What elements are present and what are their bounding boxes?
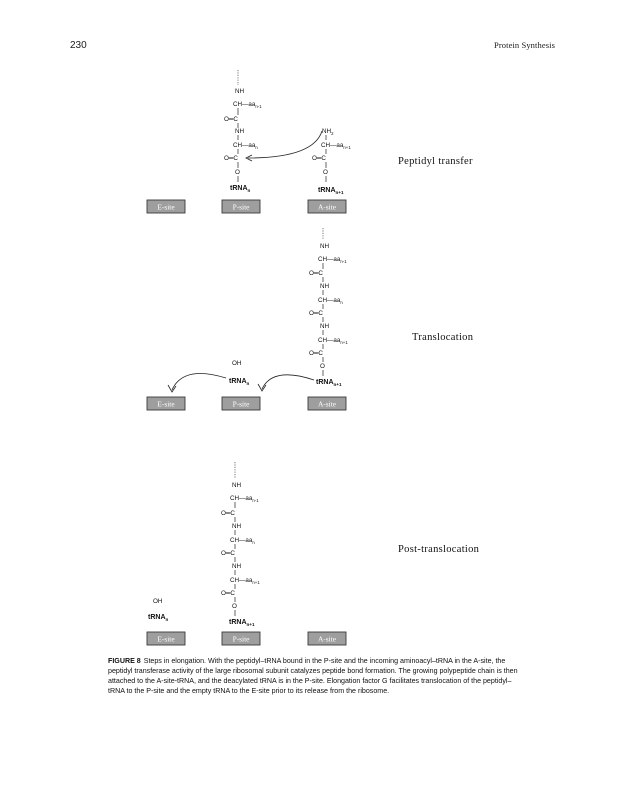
panel-peptidyl-transfer xyxy=(147,70,473,213)
page-number: 230 xyxy=(70,40,87,51)
a-site-label: A-site xyxy=(317,202,337,212)
trna-p-label: tRNA$_n$ xyxy=(229,378,250,386)
caption-text: Steps in elongation. With the peptidyl–tRNA bound in the P-site and the incoming aminoacyl–tRNA in the A-site, the peptidyl transferase activity of the large ribosomal subunit catalyzes peptide bond formation. The growing polypeptide chain is then attached to the A-site-tRNA, and the deacylated tRNA is in the P-site. Elongation factor G facilitates translocation of the peptidyl–tRNA to the P-site and the empty tRNA to the E-site prior to its release from the ribosome. xyxy=(108,657,518,695)
e-site-label: E-site xyxy=(157,202,175,212)
e-site-label: E-site xyxy=(157,399,175,409)
ch-aa-label: $CH—aa_n$ xyxy=(230,537,255,545)
trna-p-label: tRNA$_{n+1}$ xyxy=(229,619,255,627)
oh-label: OH xyxy=(232,360,242,367)
nh-label: NH xyxy=(232,523,242,530)
trna-p-label: tRNA$_n$ xyxy=(230,185,251,193)
carbonyl-label: O═C xyxy=(312,155,326,162)
carbonyl-label: O═C xyxy=(309,270,323,277)
ch-aa-label: $CH—aa_{n+1}$ xyxy=(321,142,351,150)
p-site-label: P-site xyxy=(232,399,250,409)
attack-arrow xyxy=(248,131,322,158)
panel-translocation xyxy=(147,228,474,410)
ch-aa-label: $CH—aa_n$ xyxy=(318,297,343,305)
ch-aa-label: $CH—aa_{n-1}$ xyxy=(233,101,262,109)
a-site-label: A-site xyxy=(317,399,337,409)
nh-label: NH xyxy=(232,482,242,489)
carbonyl-label: O═C xyxy=(221,550,235,557)
figure-label: FIGURE 8 xyxy=(108,657,141,665)
translocation-arrow-to-e xyxy=(172,374,226,390)
p-site-label: P-site xyxy=(232,202,250,212)
carbonyl-label: O═C xyxy=(309,350,323,357)
carbonyl-label: O═C xyxy=(221,510,235,517)
figure-caption xyxy=(108,656,518,696)
ester-oxygen-label: O xyxy=(235,169,240,176)
nh-label: NH xyxy=(320,243,330,250)
panel-post-translocation xyxy=(147,462,480,645)
ch-aa-label: $CH—aa_{n-1}$ xyxy=(318,256,347,264)
carbonyl-label: O═C xyxy=(309,310,323,317)
a-site-label: A-site xyxy=(317,634,337,644)
trna-a-label: tRNA$_{n+1}$ xyxy=(316,379,342,387)
nh-label: NH xyxy=(235,88,245,95)
nh-label: NH xyxy=(320,283,330,290)
arrowhead xyxy=(168,385,176,392)
nh-label: NH xyxy=(232,563,242,570)
step-label-translocation: Translocation xyxy=(412,332,474,343)
trna-a-label: tRNA$_{n+1}$ xyxy=(318,187,344,195)
ester-oxygen-label: O xyxy=(232,603,237,610)
carbonyl-label: O═C xyxy=(221,590,235,597)
oh-label: OH xyxy=(153,598,163,605)
nh-label: NH xyxy=(235,128,245,135)
carbonyl-label: O═C xyxy=(224,116,238,123)
trna-e-label: tRNA$_n$ xyxy=(148,614,169,622)
nh-label: NH xyxy=(320,323,330,330)
ch-aa-label: $CH—aa_{n+1}$ xyxy=(318,337,348,345)
ch-aa-label: $CH—aa_{n+1}$ xyxy=(230,577,260,585)
nh2-label: $NH_2$ xyxy=(322,128,334,136)
step-label-peptidyl-transfer: Peptidyl transfer xyxy=(398,156,473,167)
e-site-label: E-site xyxy=(157,634,175,644)
p-site-label: P-site xyxy=(232,634,250,644)
ch-aa-label: $CH—aa_n$ xyxy=(233,142,258,150)
carbonyl-label: O═C xyxy=(224,155,238,162)
ch-aa-label: $CH—aa_{n-1}$ xyxy=(230,495,259,503)
arrowhead xyxy=(258,384,266,391)
running-title: Protein Synthesis xyxy=(494,40,555,50)
ester-oxygen-label: O xyxy=(320,363,325,370)
step-label-post-translocation: Post-translocation xyxy=(398,544,480,555)
translocation-arrow-to-p xyxy=(262,375,314,389)
ester-oxygen-label: O xyxy=(323,169,328,176)
